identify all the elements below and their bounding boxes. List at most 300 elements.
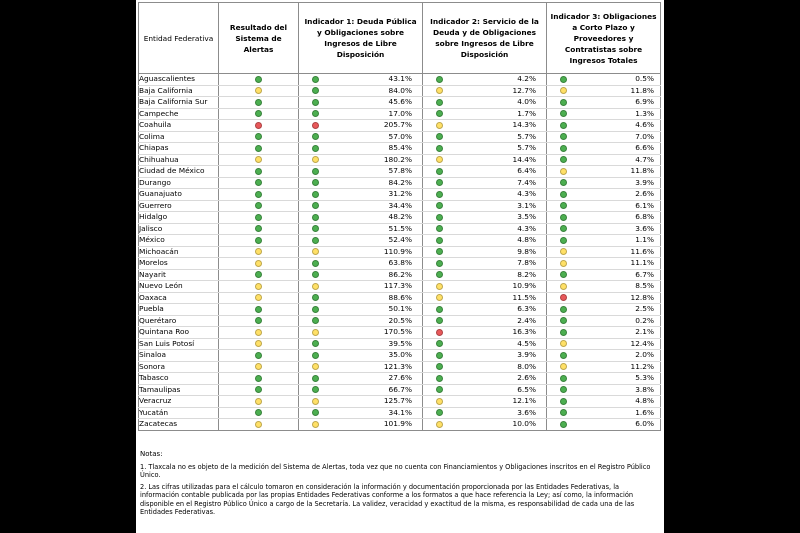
status-dot-icon (255, 340, 262, 347)
result-cell (219, 304, 299, 316)
status-dot-icon (312, 110, 319, 117)
header-indicator-1: Indicador 1: Deuda Pública y Obligaciones sobre Ingresos de Libre Disposición (299, 3, 423, 74)
indicator-2-value: 2.4% (517, 315, 536, 325)
indicator-1-value: 57.0% (388, 131, 412, 141)
indicator-1-value: 27.6% (388, 373, 412, 383)
status-dot-icon (255, 271, 262, 278)
result-cell (219, 246, 299, 258)
status-dot-icon (436, 133, 443, 140)
status-dot-icon (560, 248, 567, 255)
alerts-table (138, 2, 661, 431)
indicator-1-value: 84.2% (388, 177, 412, 187)
result-cell (219, 373, 299, 385)
status-dot-icon (312, 375, 319, 382)
entity-name: Guerrero (139, 200, 219, 212)
header-row (139, 3, 661, 74)
status-dot-icon (436, 340, 443, 347)
status-dot-icon (436, 375, 443, 382)
indicator-1-cell (299, 246, 423, 258)
indicator-1-value: 101.9% (383, 419, 412, 429)
table-row (139, 200, 661, 212)
header-result: Resultado del Sistema de Alertas (219, 3, 299, 74)
status-dot-icon (255, 409, 262, 416)
table-row (139, 246, 661, 258)
status-dot-icon (560, 237, 567, 244)
entity-name: Nayarit (139, 269, 219, 281)
indicator-1-cell (299, 281, 423, 293)
indicator-2-cell (423, 223, 547, 235)
status-dot-icon (560, 294, 567, 301)
status-dot-icon (255, 421, 262, 428)
indicator-3-cell (547, 258, 661, 270)
indicator-2-cell (423, 396, 547, 408)
table-row (139, 258, 661, 270)
indicator-1-cell (299, 315, 423, 327)
indicator-3-cell (547, 384, 661, 396)
status-dot-icon (560, 156, 567, 163)
entity-name: Quintana Roo (139, 327, 219, 339)
status-dot-icon (560, 329, 567, 336)
entity-name: Oaxaca (139, 292, 219, 304)
result-cell (219, 143, 299, 155)
indicator-3-value: 1.3% (635, 108, 654, 118)
table-row (139, 177, 661, 189)
status-dot-icon (255, 76, 262, 83)
indicator-2-cell (423, 419, 547, 431)
indicator-3-cell (547, 200, 661, 212)
table-row (139, 212, 661, 224)
indicator-2-value: 6.4% (517, 166, 536, 176)
status-dot-icon (312, 133, 319, 140)
status-dot-icon (255, 398, 262, 405)
status-dot-icon (436, 145, 443, 152)
status-dot-icon (560, 283, 567, 290)
indicator-2-value: 1.7% (517, 108, 536, 118)
status-dot-icon (436, 386, 443, 393)
indicator-3-cell (547, 85, 661, 97)
indicator-1-cell (299, 327, 423, 339)
indicator-1-value: 84.0% (388, 85, 412, 95)
result-cell (219, 396, 299, 408)
indicator-1-value: 125.7% (383, 396, 412, 406)
indicator-3-value: 6.8% (635, 212, 654, 222)
indicator-2-value: 14.4% (512, 154, 536, 164)
status-dot-icon (255, 237, 262, 244)
indicator-1-cell (299, 97, 423, 109)
status-dot-icon (560, 76, 567, 83)
indicator-2-value: 4.3% (517, 189, 536, 199)
entity-name: Querétaro (139, 315, 219, 327)
indicator-1-cell (299, 396, 423, 408)
entity-name: Michoacán (139, 246, 219, 258)
status-dot-icon (312, 122, 319, 129)
table-row (139, 143, 661, 155)
indicator-3-value: 11.8% (630, 85, 654, 95)
indicator-2-cell (423, 212, 547, 224)
status-dot-icon (312, 156, 319, 163)
entity-name: Nuevo León (139, 281, 219, 293)
indicator-2-cell (423, 154, 547, 166)
notes-section (140, 450, 660, 520)
indicator-3-cell (547, 292, 661, 304)
report-sheet (136, 0, 664, 533)
entity-name: Hidalgo (139, 212, 219, 224)
indicator-2-cell (423, 189, 547, 201)
indicator-2-cell (423, 338, 547, 350)
indicator-2-cell (423, 97, 547, 109)
indicator-3-value: 0.5% (635, 74, 654, 84)
status-dot-icon (255, 283, 262, 290)
status-dot-icon (436, 294, 443, 301)
indicator-2-value: 3.1% (517, 200, 536, 210)
status-dot-icon (312, 317, 319, 324)
status-dot-icon (436, 202, 443, 209)
status-dot-icon (255, 168, 262, 175)
indicator-2-cell (423, 85, 547, 97)
status-dot-icon (312, 271, 319, 278)
indicator-3-value: 6.1% (635, 200, 654, 210)
status-dot-icon (436, 237, 443, 244)
status-dot-icon (560, 179, 567, 186)
status-dot-icon (312, 283, 319, 290)
indicator-1-cell (299, 361, 423, 373)
table-row (139, 361, 661, 373)
status-dot-icon (312, 409, 319, 416)
indicator-2-cell (423, 384, 547, 396)
indicator-1-cell (299, 350, 423, 362)
indicator-3-cell (547, 269, 661, 281)
note-1: 1. Tlaxcala no es objeto de la medición del Sistema de Alertas, toda vez que no cuenta con Financiamientos y Obligaciones inscritos en el Registro Público Único. (140, 462, 651, 479)
indicator-2-cell (423, 373, 547, 385)
status-dot-icon (436, 87, 443, 94)
indicator-1-cell (299, 223, 423, 235)
status-dot-icon (255, 133, 262, 140)
indicator-1-value: 20.5% (388, 315, 412, 325)
status-dot-icon (560, 191, 567, 198)
indicator-3-cell (547, 281, 661, 293)
status-dot-icon (312, 191, 319, 198)
indicator-2-value: 4.5% (517, 338, 536, 348)
indicator-1-value: 121.3% (383, 361, 412, 371)
indicator-1-cell (299, 166, 423, 178)
entity-name: Veracruz (139, 396, 219, 408)
table-row (139, 315, 661, 327)
indicator-1-value: 180.2% (383, 154, 412, 164)
status-dot-icon (560, 386, 567, 393)
indicator-1-cell (299, 258, 423, 270)
indicator-1-cell (299, 143, 423, 155)
entity-name: Jalisco (139, 223, 219, 235)
indicator-3-value: 2.1% (635, 327, 654, 337)
indicator-1-cell (299, 235, 423, 247)
status-dot-icon (312, 248, 319, 255)
indicator-1-cell (299, 304, 423, 316)
status-dot-icon (255, 99, 262, 106)
table-row (139, 235, 661, 247)
entity-name: Puebla (139, 304, 219, 316)
indicator-1-cell (299, 108, 423, 120)
status-dot-icon (255, 110, 262, 117)
status-dot-icon (560, 133, 567, 140)
indicator-3-value: 4.7% (635, 154, 654, 164)
indicator-3-cell (547, 235, 661, 247)
status-dot-icon (436, 248, 443, 255)
status-dot-icon (312, 306, 319, 313)
status-dot-icon (255, 329, 262, 336)
status-dot-icon (255, 260, 262, 267)
indicator-2-value: 12.1% (512, 396, 536, 406)
result-cell (219, 419, 299, 431)
status-dot-icon (560, 214, 567, 221)
result-cell (219, 74, 299, 86)
indicator-2-value: 6.3% (517, 304, 536, 314)
indicator-2-cell (423, 120, 547, 132)
indicator-2-value: 11.5% (512, 292, 536, 302)
indicator-1-value: 85.4% (388, 143, 412, 153)
indicator-1-cell (299, 154, 423, 166)
status-dot-icon (436, 179, 443, 186)
entity-name: Yucatán (139, 407, 219, 419)
status-dot-icon (255, 191, 262, 198)
result-cell (219, 189, 299, 201)
indicator-3-value: 11.1% (630, 258, 654, 268)
result-cell (219, 281, 299, 293)
indicator-2-value: 4.8% (517, 235, 536, 245)
result-cell (219, 384, 299, 396)
status-dot-icon (312, 179, 319, 186)
indicator-1-cell (299, 419, 423, 431)
status-dot-icon (312, 168, 319, 175)
indicator-2-cell (423, 143, 547, 155)
header-indicator-3: Indicador 3: Obligaciones a Corto Plazo y Proveedores y Contratistas sobre Ingresos Totales (547, 3, 661, 74)
indicator-2-value: 10.0% (512, 419, 536, 429)
indicator-2-value: 8.0% (517, 361, 536, 371)
table-row (139, 407, 661, 419)
indicator-2-value: 12.7% (512, 85, 536, 95)
status-dot-icon (436, 283, 443, 290)
indicator-1-value: 170.5% (383, 327, 412, 337)
indicator-1-value: 48.2% (388, 212, 412, 222)
result-cell (219, 154, 299, 166)
indicator-3-cell (547, 419, 661, 431)
status-dot-icon (560, 352, 567, 359)
table-row (139, 350, 661, 362)
status-dot-icon (312, 421, 319, 428)
entity-name: Sinaloa (139, 350, 219, 362)
status-dot-icon (312, 87, 319, 94)
result-cell (219, 338, 299, 350)
result-cell (219, 120, 299, 132)
status-dot-icon (436, 271, 443, 278)
result-cell (219, 235, 299, 247)
status-dot-icon (560, 363, 567, 370)
status-dot-icon (560, 398, 567, 405)
table-row (139, 74, 661, 86)
status-dot-icon (255, 145, 262, 152)
indicator-3-cell (547, 120, 661, 132)
indicator-3-value: 2.6% (635, 189, 654, 199)
table-row (139, 327, 661, 339)
result-cell (219, 200, 299, 212)
status-dot-icon (436, 260, 443, 267)
indicator-3-cell (547, 361, 661, 373)
status-dot-icon (436, 214, 443, 221)
indicator-3-cell (547, 177, 661, 189)
indicator-2-value: 14.3% (512, 120, 536, 130)
indicator-2-value: 3.6% (517, 407, 536, 417)
indicator-1-value: 88.6% (388, 292, 412, 302)
indicator-1-value: 50.1% (388, 304, 412, 314)
indicator-2-value: 10.9% (512, 281, 536, 291)
result-cell (219, 97, 299, 109)
status-dot-icon (255, 375, 262, 382)
indicator-3-cell (547, 212, 661, 224)
indicator-2-value: 2.6% (517, 373, 536, 383)
entity-name: Colima (139, 131, 219, 143)
status-dot-icon (312, 329, 319, 336)
table-row (139, 131, 661, 143)
status-dot-icon (560, 260, 567, 267)
indicator-3-cell (547, 131, 661, 143)
header-entity: Entidad Federativa (139, 3, 219, 74)
entity-name: Coahuila (139, 120, 219, 132)
indicator-1-value: 110.9% (383, 246, 412, 256)
indicator-2-value: 6.5% (517, 384, 536, 394)
indicator-2-cell (423, 235, 547, 247)
indicator-3-value: 4.8% (635, 396, 654, 406)
status-dot-icon (312, 225, 319, 232)
table-row (139, 120, 661, 132)
entity-name: Guanajuato (139, 189, 219, 201)
indicator-1-cell (299, 74, 423, 86)
status-dot-icon (560, 99, 567, 106)
indicator-3-cell (547, 74, 661, 86)
status-dot-icon (560, 317, 567, 324)
table-row (139, 281, 661, 293)
indicator-1-cell (299, 269, 423, 281)
indicator-3-cell (547, 189, 661, 201)
table-row (139, 97, 661, 109)
indicator-3-cell (547, 350, 661, 362)
result-cell (219, 315, 299, 327)
indicator-3-cell (547, 143, 661, 155)
status-dot-icon (255, 294, 262, 301)
table-row (139, 338, 661, 350)
entity-name: Tamaulipas (139, 384, 219, 396)
table-row (139, 154, 661, 166)
result-cell (219, 361, 299, 373)
indicator-3-value: 3.8% (635, 384, 654, 394)
table-row (139, 166, 661, 178)
entity-name: San Luis Potosí (139, 338, 219, 350)
status-dot-icon (436, 99, 443, 106)
entity-name: México (139, 235, 219, 247)
indicator-2-cell (423, 108, 547, 120)
result-cell (219, 258, 299, 270)
indicator-1-value: 86.2% (388, 269, 412, 279)
indicator-3-value: 2.0% (635, 350, 654, 360)
notes-title: Notas: (140, 450, 163, 458)
table-row (139, 384, 661, 396)
indicator-1-value: 66.7% (388, 384, 412, 394)
indicator-2-cell (423, 281, 547, 293)
indicator-2-value: 3.9% (517, 350, 536, 360)
table-row (139, 419, 661, 431)
table-row (139, 304, 661, 316)
result-cell (219, 85, 299, 97)
indicator-3-cell (547, 407, 661, 419)
result-cell (219, 108, 299, 120)
entity-name: Sonora (139, 361, 219, 373)
indicator-2-value: 8.2% (517, 269, 536, 279)
status-dot-icon (312, 202, 319, 209)
status-dot-icon (560, 375, 567, 382)
status-dot-icon (312, 340, 319, 347)
entity-name: Zacatecas (139, 419, 219, 431)
status-dot-icon (312, 237, 319, 244)
indicator-2-cell (423, 315, 547, 327)
table-row (139, 396, 661, 408)
indicator-1-cell (299, 85, 423, 97)
table-row (139, 269, 661, 281)
indicator-3-cell (547, 373, 661, 385)
indicator-3-cell (547, 154, 661, 166)
indicator-1-cell (299, 407, 423, 419)
indicator-3-value: 3.6% (635, 223, 654, 233)
indicator-3-value: 1.6% (635, 407, 654, 417)
entity-name: Chiapas (139, 143, 219, 155)
indicator-3-value: 8.5% (635, 281, 654, 291)
indicator-1-value: 57.8% (388, 166, 412, 176)
status-dot-icon (560, 110, 567, 117)
indicator-1-value: 117.3% (383, 281, 412, 291)
result-cell (219, 177, 299, 189)
status-dot-icon (255, 248, 262, 255)
status-dot-icon (255, 225, 262, 232)
status-dot-icon (255, 306, 262, 313)
status-dot-icon (312, 294, 319, 301)
status-dot-icon (436, 122, 443, 129)
entity-name: Baja California Sur (139, 97, 219, 109)
indicator-1-value: 205.7% (383, 120, 412, 130)
indicator-3-value: 2.5% (635, 304, 654, 314)
indicator-2-value: 5.7% (517, 131, 536, 141)
indicator-1-value: 39.5% (388, 338, 412, 348)
status-dot-icon (312, 214, 319, 221)
status-dot-icon (255, 122, 262, 129)
indicator-1-value: 31.2% (388, 189, 412, 199)
entity-name: Campeche (139, 108, 219, 120)
indicator-2-value: 9.8% (517, 246, 536, 256)
result-cell (219, 407, 299, 419)
entity-name: Ciudad de México (139, 166, 219, 178)
entity-name: Aguascalientes (139, 74, 219, 86)
entity-name: Baja California (139, 85, 219, 97)
result-cell (219, 212, 299, 224)
status-dot-icon (560, 409, 567, 416)
indicator-2-cell (423, 166, 547, 178)
entity-name: Durango (139, 177, 219, 189)
table-row (139, 108, 661, 120)
indicator-1-value: 51.5% (388, 223, 412, 233)
status-dot-icon (255, 386, 262, 393)
indicator-2-cell (423, 327, 547, 339)
status-dot-icon (312, 76, 319, 83)
indicator-3-cell (547, 315, 661, 327)
status-dot-icon (560, 202, 567, 209)
status-dot-icon (255, 317, 262, 324)
indicator-3-value: 12.8% (630, 292, 654, 302)
